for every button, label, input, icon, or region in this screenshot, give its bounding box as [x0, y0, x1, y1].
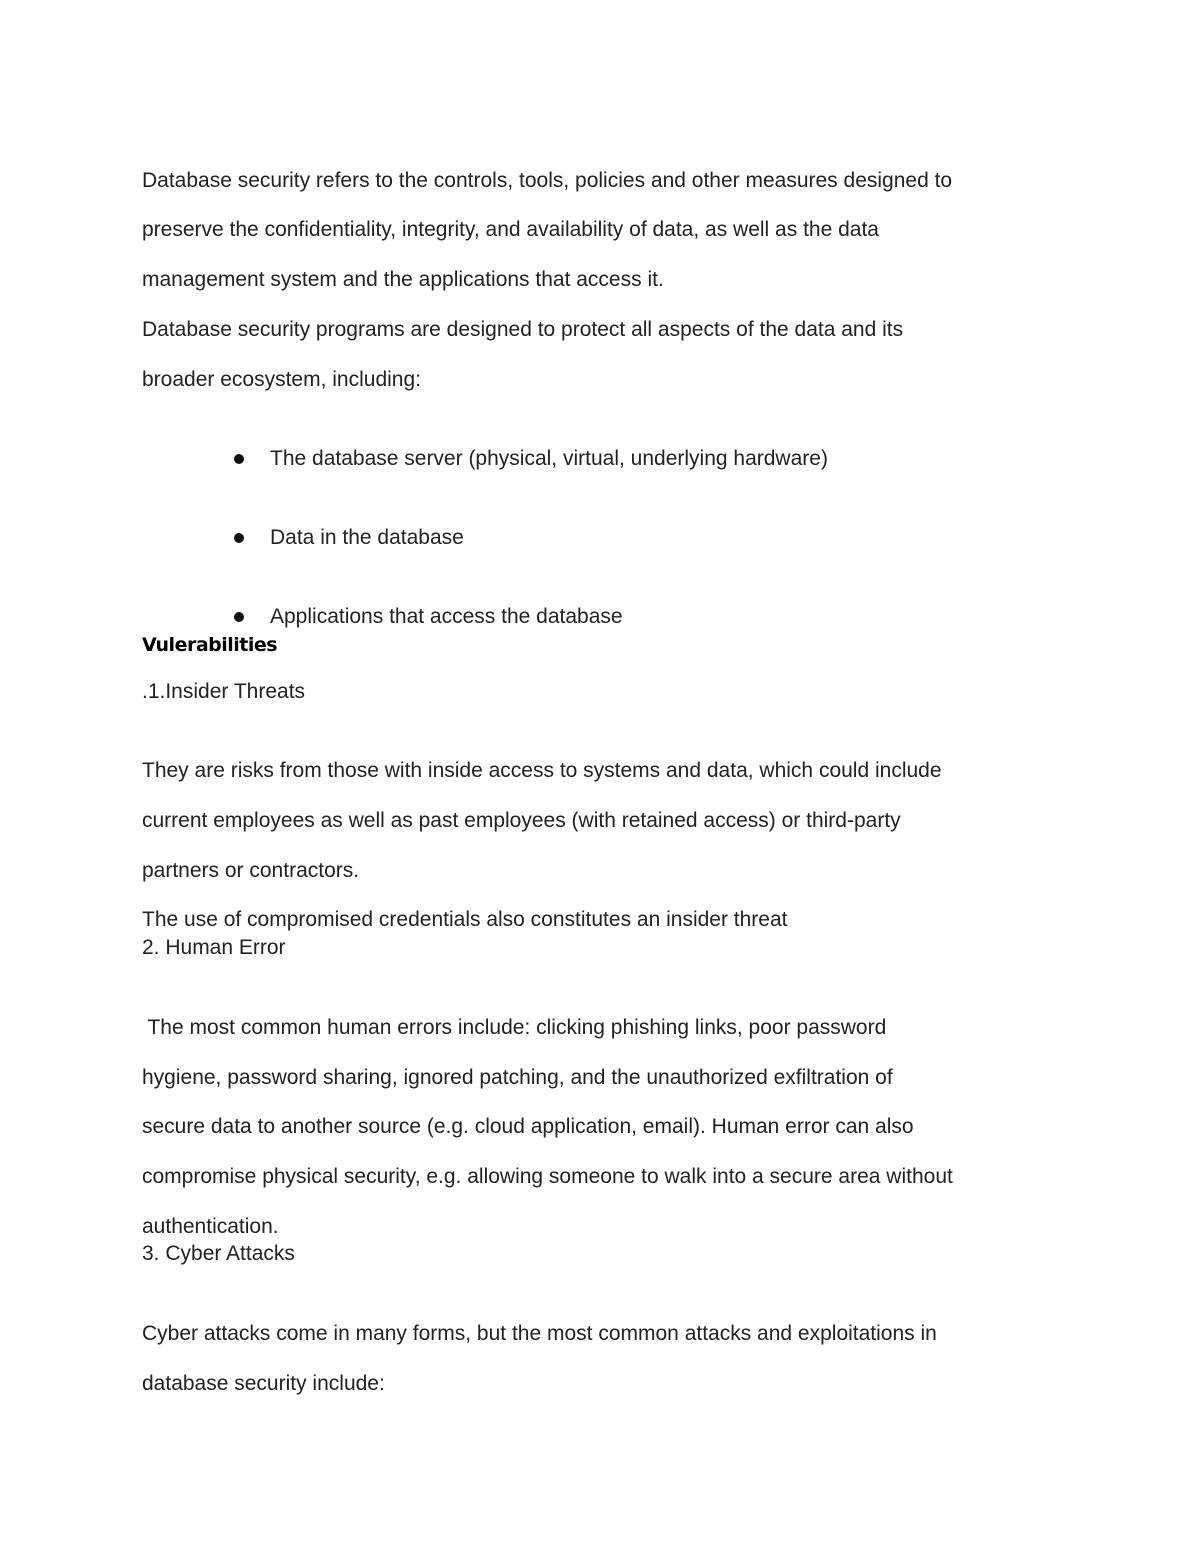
item-line: compromise physical security, e.g. allowing someone to walk into a secure area without	[142, 1165, 953, 1188]
bullet-item: The database server (physical, virtual, underlying hardware)	[270, 447, 828, 470]
intro-line: Database security programs are designed to protect all aspects of the data and its	[142, 318, 904, 341]
item-line: They are risks from those with inside access to systems and data, which could include	[142, 759, 942, 782]
intro-line: broader ecosystem, including:	[142, 368, 421, 391]
item-line: secure data to another source (e.g. cloud application, email). Human error can also	[142, 1115, 914, 1138]
item-line: database security include:	[142, 1372, 385, 1395]
item-line: authentication.	[142, 1215, 279, 1238]
intro-line: preserve the confidentiality, integrity, and availability of data, as well as the data	[142, 218, 879, 241]
bullet-item: Applications that access the database	[270, 605, 623, 628]
bullet-dot-icon	[234, 533, 244, 543]
item-title: 2. Human Error	[142, 936, 286, 959]
section-heading: Vulerabilities	[142, 634, 278, 656]
item-title: .1.Insider Threats	[142, 680, 306, 703]
item-line: The use of compromised credentials also constitutes an insider threat	[142, 908, 788, 931]
bullet-item: Data in the database	[270, 526, 464, 549]
item-line: Cyber attacks come in many forms, but the most common attacks and exploitations in	[142, 1322, 937, 1345]
item-line: hygiene, password sharing, ignored patching, and the unauthorized exfiltration of	[142, 1066, 893, 1089]
intro-line: management system and the applications that access it.	[142, 268, 664, 291]
item-line: partners or contractors.	[142, 859, 360, 882]
bullet-dot-icon	[234, 612, 244, 622]
item-line: current employees as well as past employees (with retained access) or third-party	[142, 809, 901, 832]
bullet-dot-icon	[234, 454, 244, 464]
item-line: The most common human errors include: clicking phishing links, poor password	[142, 1016, 887, 1039]
item-title: 3. Cyber Attacks	[142, 1242, 295, 1265]
intro-line: Database security refers to the controls, tools, policies and other measures designed to	[142, 169, 953, 192]
